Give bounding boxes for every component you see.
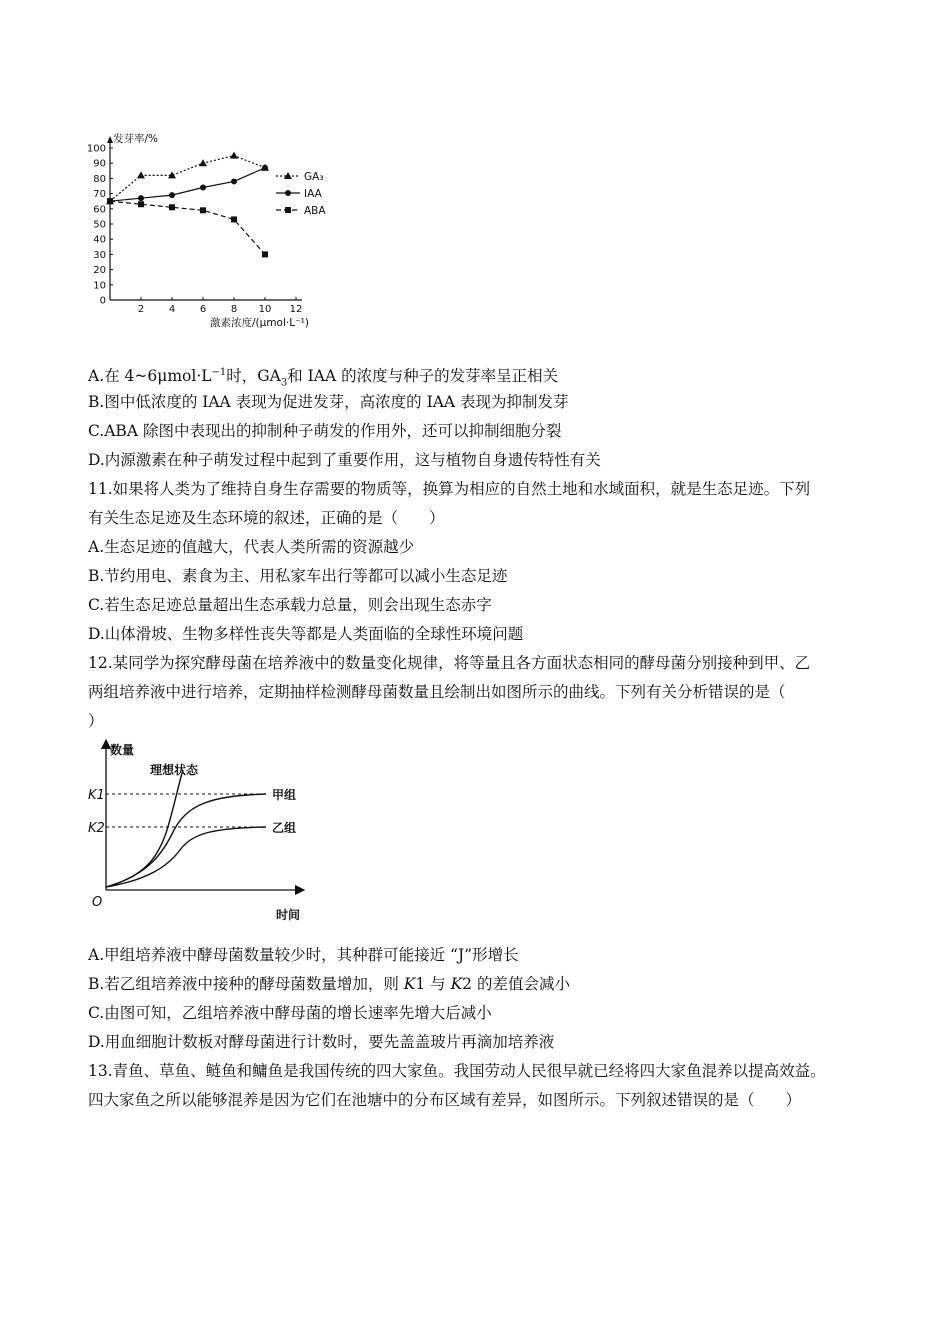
chart1-ytick-label: 20 — [93, 265, 106, 277]
chart1-xtick-label: 6 — [199, 304, 207, 315]
chart1-xtick-label: 4 — [168, 304, 176, 315]
chart2-xlabel: 时间 — [276, 908, 301, 922]
q11-option-d: D.山体滑坡、生物多样性丧失等都是人类面临的全球性环境问题 — [88, 625, 524, 643]
origin-label: O — [92, 895, 103, 910]
chart1-point — [107, 198, 113, 204]
q11-option-c: C.若生态足迹总量超出生态承载力总量，则会出现生态赤字 — [88, 596, 492, 614]
legend-label-2: ABA — [304, 205, 326, 217]
q11-stem-line2: 有关生态足迹及生态环境的叙述，正确的是（ ） — [88, 509, 445, 527]
q13-stem-line2: 四大家鱼之所以能够混养是因为它们在池塘中的分布区域有差异，如图所示。下列叙述错误的是（ ） — [88, 1091, 802, 1109]
germination-chart — [88, 128, 348, 338]
chart1-point — [200, 185, 206, 191]
group-b-label: 乙组 — [272, 821, 297, 835]
chart1-point — [169, 204, 175, 210]
chart1-point — [138, 201, 144, 207]
q12-option-b: B.若乙组培养液中接种的酵母菌数量增加，则 K1 与 K2 的差值会减小 — [88, 975, 570, 993]
yeast-growth-chart-svg — [88, 738, 328, 926]
chart1-series-2 — [110, 201, 265, 254]
q10-option-c: C.ABA 除图中表现出的抑制种子萌发的作用外，还可以抑制细胞分裂 — [88, 422, 562, 440]
chart1-ytick-label: 30 — [93, 249, 106, 261]
legend-label-1: IAA — [304, 188, 322, 200]
q10-option-d: D.内源激素在种子萌发过程中起到了重要作用，这与植物自身遗传特性有关 — [88, 451, 601, 469]
q12-stem-line1: 12.某同学为探究酵母菌在培养液中的数量变化规律，将等量且各方面状态相同的酵母菌分别接种到甲、乙 — [88, 654, 811, 672]
chart1-series-1 — [110, 168, 265, 201]
chart1-point — [231, 216, 237, 222]
chart1-point — [138, 195, 144, 201]
chart1-xtick-label: 8 — [230, 304, 238, 315]
chart1-point — [200, 207, 206, 213]
q12-stem-line2: 两组培养液中进行培养，定期抽样检测酵母菌数量且绘制出如图所示的曲线。下列有关分析错误的是（ — [88, 683, 786, 701]
chart1-ytick-label: 0 — [99, 295, 106, 307]
chart1-xtick-label: 12 — [289, 304, 303, 315]
q11-stem-line1: 11.如果将人类为了维持自身生存需要的物质等，换算为相应的自然土地和水域面积，就是生态足迹。下列 — [88, 480, 811, 498]
chart1-xtick-label: 2 — [137, 304, 145, 315]
yeast-growth-chart — [88, 738, 328, 926]
q13-stem-line1: 13.青鱼、草鱼、鲢鱼和鳙鱼是我国传统的四大家鱼。我国劳动人民很早就已经将四大家鱼混养以提高效益。 — [88, 1062, 826, 1080]
chart1-point — [231, 178, 237, 184]
legend-marker-1 — [285, 190, 291, 196]
chart1-ytick-label: 40 — [93, 234, 106, 246]
ideal-label: 理想状态 — [150, 763, 199, 777]
chart1-ytick-label: 90 — [93, 158, 106, 170]
germination-chart-svg — [88, 128, 348, 338]
chart1-xlabel: 激素浓度/(μmol·L⁻¹) — [210, 317, 309, 329]
group-a-curve — [106, 794, 266, 887]
legend-label-0: GA₃ — [304, 171, 324, 183]
q12-option-d: D.用血细胞计数板对酵母菌进行计数时，要先盖盖玻片再滴加培养液 — [88, 1033, 555, 1051]
q11-option-a: A.生态足迹的值越大，代表人类所需的资源越少 — [88, 538, 415, 556]
q12-option-a: A.甲组培养液中酵母菌数量较少时，其种群可能接近 “J”形增长 — [88, 946, 519, 964]
q10-option-a: A.在 $4\sim 6\mu mol\cdot L^{-1}$时，$GA_3$和 IAA 的浓度与种子的发芽率呈正相关 — [88, 367, 559, 389]
chart1-point — [262, 165, 268, 171]
chart1-ytick-label: 80 — [93, 173, 106, 185]
chart1-ylabel: 发芽率/% — [113, 133, 159, 145]
k1-label: K1 — [88, 788, 105, 803]
legend-marker-2 — [285, 207, 291, 213]
k2-label: K2 — [88, 821, 105, 836]
q10-option-b: B.图中低浓度的 IAA 表现为促进发芽，高浓度的 IAA 表现为抑制发芽 — [88, 393, 569, 411]
chart2-ylabel: 数量 — [110, 743, 135, 757]
group-a-label: 甲组 — [272, 788, 297, 802]
chart1-point — [137, 171, 145, 178]
chart1-ytick-label: 70 — [93, 189, 106, 201]
chart1-ytick-label: 10 — [93, 280, 106, 292]
chart1-point — [169, 192, 175, 198]
chart1-point — [199, 159, 207, 166]
chart1-point — [262, 251, 268, 257]
q12-option-c: C.由图可知，乙组培养液中酵母菌的增长速率先增大后减小 — [88, 1004, 492, 1022]
chart1-ytick-label: 60 — [93, 204, 106, 216]
chart1-ytick-label: 100 — [86, 143, 106, 155]
chart1-point — [230, 152, 238, 159]
q11-option-b: B.节约用电、素食为主、用私家车出行等都可以减小生态足迹 — [88, 567, 508, 585]
chart1-ytick-label: 50 — [93, 219, 106, 231]
q12-stem-line3: ） — [88, 712, 104, 730]
chart1-xtick-label: 10 — [258, 304, 272, 315]
